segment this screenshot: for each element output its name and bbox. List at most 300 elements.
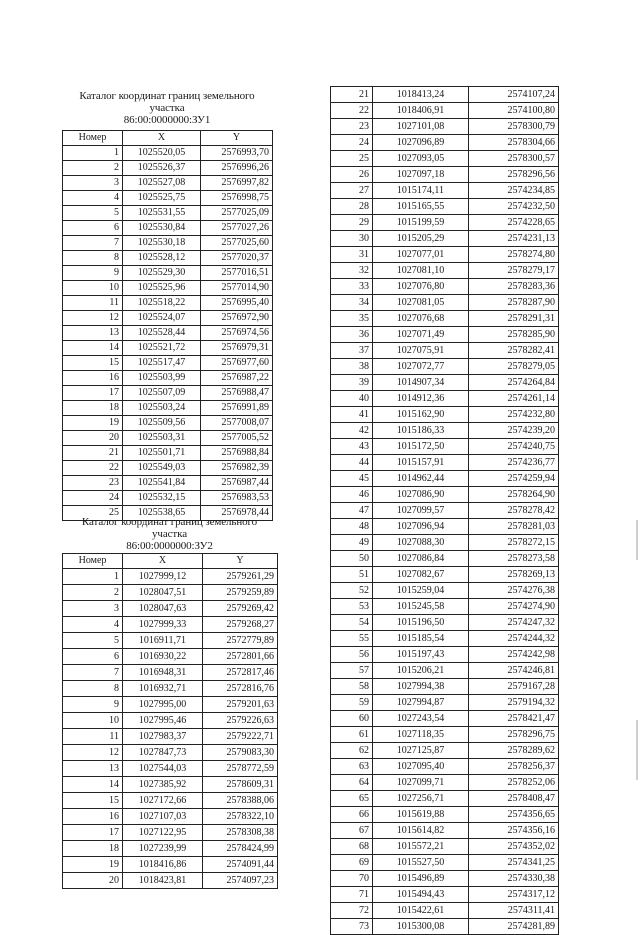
cell-number: 3 (63, 601, 123, 617)
cell-x: 1015205,29 (373, 231, 469, 247)
cell-x: 1025525,75 (123, 191, 201, 206)
catalog-2-title-line2: участка (152, 528, 187, 540)
cell-x: 1027107,03 (123, 809, 203, 825)
cell-y: 2574232,80 (469, 407, 559, 423)
table-row (63, 161, 273, 176)
cell-x: 1027999,33 (123, 617, 203, 633)
cell-number: 26 (331, 167, 373, 183)
cell-number: 5 (63, 633, 123, 649)
cell-x: 1025530,84 (123, 221, 201, 236)
cell-y: 2576987,22 (201, 371, 273, 386)
catalog-2-title (62, 516, 277, 552)
table-row (63, 697, 278, 713)
cell-number: 20 (63, 431, 123, 446)
table-row (331, 199, 559, 215)
cell-x: 1027995,00 (123, 697, 203, 713)
table-row (63, 401, 273, 416)
cell-y: 2578388,06 (203, 793, 278, 809)
cell-y: 2578300,79 (469, 119, 559, 135)
table-row (331, 263, 559, 279)
cell-number: 11 (63, 729, 123, 745)
cell-x: 1018423,81 (123, 873, 203, 889)
cell-number: 19 (63, 857, 123, 873)
cell-x: 1015496,89 (373, 871, 469, 887)
cell-x: 1027075,91 (373, 343, 469, 359)
cell-number: 12 (63, 311, 123, 326)
table-row (63, 206, 273, 221)
cell-x: 1015422,61 (373, 903, 469, 919)
cell-y: 2572779,89 (203, 633, 278, 649)
cell-number: 34 (331, 295, 373, 311)
cell-x: 1027072,77 (373, 359, 469, 375)
cell-x: 1027983,37 (123, 729, 203, 745)
table-row (331, 311, 559, 327)
cell-number: 49 (331, 535, 373, 551)
cell-number: 2 (63, 585, 123, 601)
table-row (63, 251, 273, 266)
cell-y: 2576998,75 (201, 191, 273, 206)
cell-y: 2578282,41 (469, 343, 559, 359)
table-row (63, 266, 273, 281)
cell-y: 2574231,13 (469, 231, 559, 247)
cell-x: 1025529,30 (123, 266, 201, 281)
table-row (63, 569, 278, 585)
table-row (63, 841, 278, 857)
cell-x: 1015185,54 (373, 631, 469, 647)
table-row (331, 871, 559, 887)
cell-y: 2574247,32 (469, 615, 559, 631)
cell-x: 1015245,58 (373, 599, 469, 615)
cell-x: 1015572,21 (373, 839, 469, 855)
cell-number: 46 (331, 487, 373, 503)
cell-number: 22 (63, 461, 123, 476)
cell-x: 1018406,91 (373, 103, 469, 119)
table-row (331, 727, 559, 743)
cell-x: 1027544,03 (123, 761, 203, 777)
cell-x: 1025541,84 (123, 476, 201, 491)
cell-y: 2579194,32 (469, 695, 559, 711)
table-row (63, 476, 273, 491)
table-row (331, 135, 559, 151)
cell-x: 1025521,72 (123, 341, 201, 356)
table-row (63, 431, 273, 446)
table-row (63, 491, 273, 506)
table-row (63, 461, 273, 476)
cell-y: 2576977,60 (201, 356, 273, 371)
cell-y: 2578274,80 (469, 247, 559, 263)
cell-number: 28 (331, 199, 373, 215)
cell-number: 4 (63, 191, 123, 206)
cell-y: 2577025,09 (201, 206, 273, 221)
table-row (331, 487, 559, 503)
table-row (331, 583, 559, 599)
table-row (63, 681, 278, 697)
cell-x: 1015494,43 (373, 887, 469, 903)
table-row (331, 503, 559, 519)
cell-number: 73 (331, 919, 373, 935)
cell-x: 1027385,92 (123, 777, 203, 793)
table-row (331, 471, 559, 487)
cell-y: 2574259,94 (469, 471, 559, 487)
cell-number: 23 (331, 119, 373, 135)
catalog-1-title-line3: 86:00:0000000:ЗУ1 (123, 114, 211, 126)
cell-y: 2574281,89 (469, 919, 559, 935)
cell-y: 2579167,28 (469, 679, 559, 695)
cell-number: 66 (331, 807, 373, 823)
cell-number: 33 (331, 279, 373, 295)
catalog-1-title (62, 90, 272, 126)
cell-y: 2576972,90 (201, 311, 273, 326)
cell-number: 39 (331, 375, 373, 391)
cell-number: 58 (331, 679, 373, 695)
table-row (63, 281, 273, 296)
table-row (63, 873, 278, 889)
cell-y: 2577005,52 (201, 431, 273, 446)
cell-y: 2572817,46 (203, 665, 278, 681)
table-row (331, 119, 559, 135)
table-row (331, 391, 559, 407)
table-row (331, 775, 559, 791)
header-number: Номер (63, 131, 123, 146)
cell-y: 2574239,20 (469, 423, 559, 439)
table-row (331, 167, 559, 183)
cell-x: 1027076,68 (373, 311, 469, 327)
cell-number: 18 (63, 841, 123, 857)
cell-y: 2578256,37 (469, 759, 559, 775)
catalog-2-table (62, 553, 278, 889)
cell-number: 12 (63, 745, 123, 761)
cell-x: 1025520,05 (123, 146, 201, 161)
table-row (331, 791, 559, 807)
cell-x: 1025532,15 (123, 491, 201, 506)
table-row (63, 236, 273, 251)
table-row (331, 279, 559, 295)
table-row (63, 601, 278, 617)
table-row (331, 87, 559, 103)
cell-number: 52 (331, 583, 373, 599)
cell-number: 71 (331, 887, 373, 903)
cell-number: 37 (331, 343, 373, 359)
table-row (63, 729, 278, 745)
cell-y: 2576988,84 (201, 446, 273, 461)
cell-x: 1027071,49 (373, 327, 469, 343)
cell-y: 2578279,17 (469, 263, 559, 279)
cell-x: 1025503,24 (123, 401, 201, 416)
cell-x: 1015614,82 (373, 823, 469, 839)
cell-number: 29 (331, 215, 373, 231)
table-row (63, 617, 278, 633)
cell-x: 1014907,34 (373, 375, 469, 391)
cell-x: 1025503,99 (123, 371, 201, 386)
cell-y: 2574264,84 (469, 375, 559, 391)
cell-number: 13 (63, 326, 123, 341)
cell-x: 1018416,86 (123, 857, 203, 873)
catalog-2-title-line1: Каталог координат границ земельного (81, 516, 258, 528)
table-row (63, 585, 278, 601)
cell-x: 1015162,90 (373, 407, 469, 423)
table-row (63, 371, 273, 386)
cell-number: 63 (331, 759, 373, 775)
cell-number: 10 (63, 281, 123, 296)
cell-number: 22 (331, 103, 373, 119)
table-row (63, 326, 273, 341)
cell-y: 2578300,57 (469, 151, 559, 167)
cell-number: 44 (331, 455, 373, 471)
cell-y: 2574232,50 (469, 199, 559, 215)
cell-x: 1027081,05 (373, 295, 469, 311)
cell-number: 45 (331, 471, 373, 487)
cell-x: 1027995,46 (123, 713, 203, 729)
cell-y: 2578272,15 (469, 535, 559, 551)
cell-y: 2578304,66 (469, 135, 559, 151)
table-row (63, 341, 273, 356)
cell-x: 1016948,31 (123, 665, 203, 681)
cell-x: 1027095,40 (373, 759, 469, 775)
cell-y: 2578281,03 (469, 519, 559, 535)
table-row (331, 151, 559, 167)
cell-y: 2576978,44 (201, 506, 273, 521)
table-row (331, 695, 559, 711)
cell-x: 1028047,63 (123, 601, 203, 617)
cell-number: 11 (63, 296, 123, 311)
cell-number: 51 (331, 567, 373, 583)
cell-y: 2579222,71 (203, 729, 278, 745)
cell-y: 2574100,80 (469, 103, 559, 119)
cell-number: 8 (63, 251, 123, 266)
table-row (63, 745, 278, 761)
cell-x: 1015619,88 (373, 807, 469, 823)
cell-x: 1025501,71 (123, 446, 201, 461)
cell-x: 1015206,21 (373, 663, 469, 679)
cell-y: 2578424,99 (203, 841, 278, 857)
table-row (63, 633, 278, 649)
cell-y: 2577016,51 (201, 266, 273, 281)
cell-number: 1 (63, 146, 123, 161)
cell-number: 48 (331, 519, 373, 535)
cell-number: 21 (331, 87, 373, 103)
table-row (331, 807, 559, 823)
header-y: Y (203, 554, 278, 569)
cell-y: 2574246,81 (469, 663, 559, 679)
cell-number: 24 (331, 135, 373, 151)
cell-y: 2578408,47 (469, 791, 559, 807)
cell-y: 2578279,05 (469, 359, 559, 375)
cell-number: 72 (331, 903, 373, 919)
cell-y: 2576997,82 (201, 176, 273, 191)
cell-y: 2579268,27 (203, 617, 278, 633)
cell-x: 1025524,07 (123, 311, 201, 326)
table-row (331, 423, 559, 439)
table-row (331, 327, 559, 343)
cell-number: 17 (63, 825, 123, 841)
cell-x: 1027256,71 (373, 791, 469, 807)
table-row (331, 215, 559, 231)
cell-x: 1027097,18 (373, 167, 469, 183)
table-row (331, 887, 559, 903)
cell-y: 2578296,56 (469, 167, 559, 183)
cell-x: 1027172,66 (123, 793, 203, 809)
table-row (63, 176, 273, 191)
cell-x: 1015300,08 (373, 919, 469, 935)
cell-y: 2572816,76 (203, 681, 278, 697)
table-row (331, 711, 559, 727)
cell-number: 3 (63, 176, 123, 191)
cell-number: 18 (63, 401, 123, 416)
cell-y: 2578278,42 (469, 503, 559, 519)
table-row (331, 295, 559, 311)
cell-y: 2574234,85 (469, 183, 559, 199)
table-row (63, 857, 278, 873)
cell-y: 2578252,06 (469, 775, 559, 791)
cell-number: 4 (63, 617, 123, 633)
cell-x: 1025531,55 (123, 206, 201, 221)
table-row (63, 386, 273, 401)
cell-number: 6 (63, 221, 123, 236)
cell-x: 1028047,51 (123, 585, 203, 601)
catalog-2-continuation-table (330, 86, 559, 935)
cell-number: 56 (331, 647, 373, 663)
cell-number: 15 (63, 793, 123, 809)
cell-x: 1015186,33 (373, 423, 469, 439)
cell-y: 2579259,89 (203, 585, 278, 601)
cell-number: 15 (63, 356, 123, 371)
cell-x: 1025526,37 (123, 161, 201, 176)
cell-y: 2576983,53 (201, 491, 273, 506)
table-row (63, 777, 278, 793)
table-row (331, 855, 559, 871)
cell-number: 64 (331, 775, 373, 791)
cell-y: 2574244,32 (469, 631, 559, 647)
scan-edge-mark (636, 720, 638, 780)
table-row (331, 663, 559, 679)
cell-y: 2578283,36 (469, 279, 559, 295)
cell-number: 68 (331, 839, 373, 855)
cell-x: 1016932,71 (123, 681, 203, 697)
cell-y: 2577008,07 (201, 416, 273, 431)
cell-number: 43 (331, 439, 373, 455)
cell-x: 1015174,11 (373, 183, 469, 199)
cell-x: 1027994,87 (373, 695, 469, 711)
cell-x: 1025538,65 (123, 506, 201, 521)
cell-y: 2576979,31 (201, 341, 273, 356)
cell-number: 50 (331, 551, 373, 567)
cell-x: 1027096,89 (373, 135, 469, 151)
cell-y: 2577025,60 (201, 236, 273, 251)
cell-y: 2578269,13 (469, 567, 559, 583)
cell-x: 1015196,50 (373, 615, 469, 631)
table-row (331, 839, 559, 855)
table-row (331, 535, 559, 551)
cell-number: 59 (331, 695, 373, 711)
cell-x: 1015157,91 (373, 455, 469, 471)
cell-x: 1025509,56 (123, 416, 201, 431)
cell-y: 2574352,02 (469, 839, 559, 855)
cell-number: 6 (63, 649, 123, 665)
cell-y: 2578609,31 (203, 777, 278, 793)
cell-number: 36 (331, 327, 373, 343)
cell-number: 20 (63, 873, 123, 889)
cell-number: 9 (63, 266, 123, 281)
cell-number: 40 (331, 391, 373, 407)
cell-number: 30 (331, 231, 373, 247)
cell-y: 2579083,30 (203, 745, 278, 761)
table-row (331, 647, 559, 663)
cell-y: 2576988,47 (201, 386, 273, 401)
cell-x: 1015527,50 (373, 855, 469, 871)
cell-y: 2578289,62 (469, 743, 559, 759)
table-row (331, 551, 559, 567)
cell-number: 21 (63, 446, 123, 461)
cell-y: 2574341,25 (469, 855, 559, 871)
cell-y: 2577020,37 (201, 251, 273, 266)
table-row (63, 793, 278, 809)
table-row (331, 183, 559, 199)
cell-number: 42 (331, 423, 373, 439)
table-row (63, 825, 278, 841)
cell-x: 1025528,12 (123, 251, 201, 266)
cell-number: 23 (63, 476, 123, 491)
catalog-1-table (62, 130, 273, 521)
cell-x: 1025517,47 (123, 356, 201, 371)
table-row (331, 615, 559, 631)
cell-x: 1015197,43 (373, 647, 469, 663)
cell-number: 16 (63, 809, 123, 825)
table-row (331, 375, 559, 391)
cell-number: 67 (331, 823, 373, 839)
table-row (331, 359, 559, 375)
cell-x: 1016930,22 (123, 649, 203, 665)
table-row (331, 599, 559, 615)
cell-y: 2576993,70 (201, 146, 273, 161)
cell-y: 2574240,75 (469, 439, 559, 455)
cell-x: 1025549,03 (123, 461, 201, 476)
cell-y: 2577014,90 (201, 281, 273, 296)
cell-y: 2578287,90 (469, 295, 559, 311)
cell-y: 2574228,65 (469, 215, 559, 231)
cell-number: 8 (63, 681, 123, 697)
cell-y: 2579226,63 (203, 713, 278, 729)
cell-number: 38 (331, 359, 373, 375)
cell-y: 2574261,14 (469, 391, 559, 407)
table-row (331, 823, 559, 839)
table-row (63, 356, 273, 371)
cell-x: 1014962,44 (373, 471, 469, 487)
cell-x: 1027125,87 (373, 743, 469, 759)
cell-number: 27 (331, 183, 373, 199)
cell-y: 2574311,41 (469, 903, 559, 919)
cell-y: 2578285,90 (469, 327, 559, 343)
table-row (331, 567, 559, 583)
cell-y: 2579261,29 (203, 569, 278, 585)
cell-x: 1014912,36 (373, 391, 469, 407)
cell-number: 25 (331, 151, 373, 167)
table-row (63, 296, 273, 311)
catalog-1-title-line2: участка (149, 102, 185, 114)
table-row (63, 191, 273, 206)
cell-number: 2 (63, 161, 123, 176)
cell-number: 10 (63, 713, 123, 729)
cell-y: 2574356,65 (469, 807, 559, 823)
cell-x: 1027118,35 (373, 727, 469, 743)
cell-number: 31 (331, 247, 373, 263)
cell-x: 1027847,73 (123, 745, 203, 761)
cell-number: 60 (331, 711, 373, 727)
cell-y: 2574276,38 (469, 583, 559, 599)
cell-number: 25 (63, 506, 123, 521)
table-row (63, 761, 278, 777)
cell-y: 2576974,56 (201, 326, 273, 341)
cell-number: 65 (331, 791, 373, 807)
